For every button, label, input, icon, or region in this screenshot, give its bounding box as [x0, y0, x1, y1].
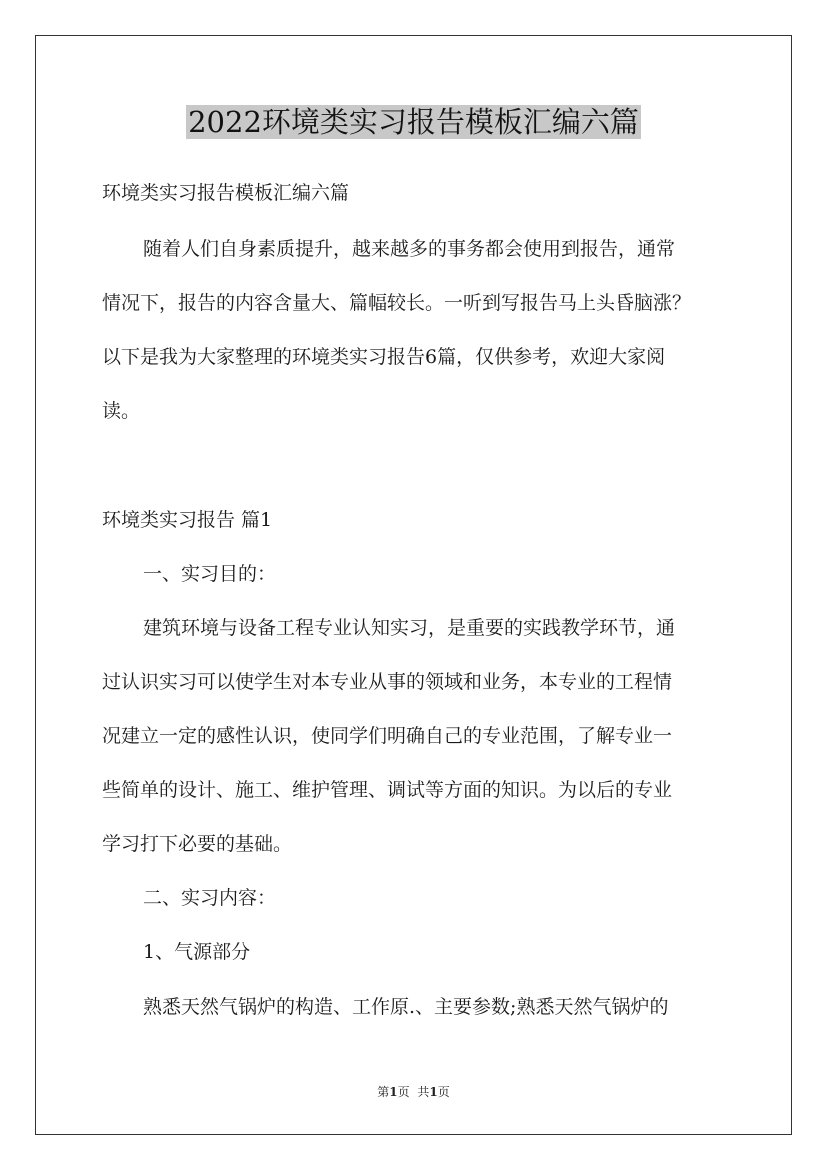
body-line-6: 熟悉天然气锅炉的构造、工作原.、主要参数;熟悉天然气锅炉的 [143, 996, 669, 1018]
page-footer [0, 1084, 827, 1100]
document-title: 2022环境类实习报告模板汇编六篇 [188, 105, 639, 139]
doc-subtitle: 环境类实习报告模板汇编六篇 [102, 182, 350, 204]
footer-page-total: 1 [429, 1085, 438, 1099]
item-gas-source: 1、气源部分 [143, 941, 251, 963]
footer-page-prefix: 第 [377, 1085, 390, 1099]
footer-total-prefix: 共 [417, 1085, 430, 1099]
footer-total-unit: 页 [437, 1085, 450, 1099]
intro-line-1: 随着人们自身素质提升，越来越多的事务都会使用到报告，通常 [143, 238, 676, 260]
body-line-5: 学习打下必要的基础。 [102, 833, 293, 855]
body-line-3: 况建立一定的感性认识，使同学们明确自己的专业范围，了解专业一 [102, 725, 673, 747]
footer-page-current: 1 [389, 1085, 398, 1099]
footer-page-unit: 页 [397, 1085, 410, 1099]
body-line-2: 过认识实习可以使学生对本专业从事的领域和业务，本专业的工程情 [102, 671, 673, 693]
intro-line-3: 以下是我为大家整理的环境类实习报告6篇，仅供参考，欢迎大家阅 [102, 346, 666, 368]
section-heading: 环境类实习报告 篇1 [102, 509, 273, 531]
subheading-purpose: 一、实习目的： [143, 563, 277, 585]
body-line-4: 些简单的设计、施工、维护管理、调试等方面的知识。为以后的专业 [102, 779, 673, 801]
subheading-content: 二、实习内容： [143, 887, 277, 909]
intro-line-2: 情况下，报告的内容含量大、篇幅较长。一听到写报告马上头昏脑涨？ [102, 292, 692, 314]
intro-line-4: 读。 [102, 400, 141, 422]
document-title-wrap [0, 101, 827, 143]
body-line-1: 建筑环境与设备工程专业认知实习，是重要的实践教学环节，通 [143, 617, 676, 639]
